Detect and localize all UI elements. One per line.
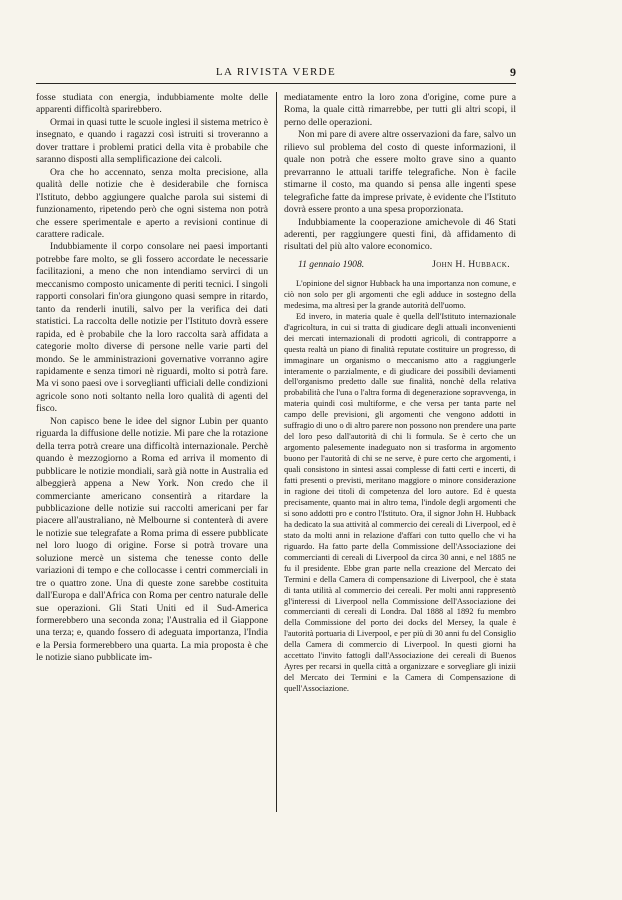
paragraph: Indubbiamente il corpo consolare nei paesi importanti potrebbe fare molto, se gli fossero accordate le necessarie facilitazioni, a meno che non intendiamo servirci di un meccanismo composto unicamente di periti tecnici. I singoli rapporti consolari fin'ora giungono quasi sempre in ritardo, tanto da renderli inutili, salvo per la verifica dei dati statistici. La raccolta delle notizie per l'Istituto dovrà essere rapida, ed è probabile che la loro raccolta sarà affidata a categorie molto diverse di persone nelle varie parti del mondo. Se le amministrazioni governative vorranno agire rapidamente e senza timori nè riguardi, molto si potrà fare. Ma vi sono paesi ove i sorveglianti ufficiali delle condizioni agricole sono noti soltanto nella loro qualità di agenti del fisco. (36, 241, 268, 415)
editorial-note (284, 279, 516, 695)
left-column (36, 92, 268, 665)
page-number: 9 (510, 65, 516, 79)
paragraph: Ora che ho accennato, senza molta precisione, alla qualità delle notizie che è desiderabile che fornisca l'Istituto, debbo aggiungere qualche parola sui sistemi di funzionamento, ripetendo però che ogni sistema non potrà che essere sperimentale e aperto a revisioni continue di carattere radicale. (36, 166, 268, 240)
header-rule (36, 83, 516, 84)
paragraph: Ormai in quasi tutte le scuole inglesi il sistema metrico è insegnato, e quando i ragazzi così istruiti si troveranno a dover trattare i problemi pratici della vita è probabile che saranno disposti alla semplificazione dei calcoli. (36, 116, 268, 166)
paragraph: Indubbiamente la cooperazione amichevole di 46 Stati aderenti, per raggiungere questi fini, dà affidamento di risultati del più alto valore economico. (284, 216, 516, 253)
note-paragraph: Ed invero, in materia quale è quella dell'Istituto internazionale d'agricoltura, in cui si tratta di giudicare degli attuali inconvenienti dei mercati internazionali di prodotti agricoli, di contrapporre a questa realtà un piano di finalità reputate costituire un progresso, di immaginare un organismo o meccanismo atto a raggiungerle interamente o parzialmente, e di giudicare dei possibili deviamenti dell'organismo predetto dalle sue finalità, nonchè della relativa probabilità che l'una o l'altra forma di degenerazione sopravvenga, in materia quindi così multiforme, e che versa per tanta parte nel campo delle previsioni, gli argomenti che vengono addotti in suffragio di uno o di altro parere non possono non prendere una parte del loro peso dall'autorità di chi li formula. Se è certo che un argomento palesemente inadeguato non si trasforma in argomento buono per l'autorità di chi se ne serve, è pure certo che argomenti, i quali consistono in sintesi assai complesse di fatti certi e incerti, di fatti presenti o previsti, meritano maggiore o minore considerazione in ragione dei titoli di competenza del loro autore. Ed è questa precisamente, quanto mai in altro tema, l'indole degli argomenti che si sono addotti pro e contro l'Istituto. Ora, il signor John H. Hubback ha dedicato la sua attività al commercio dei cereali di Liverpool, ed è stato da molti anni in relazione d'affari con tutto quello che vi ha riguardo. Ha fatto parte della Commissione dell'Associazione dei commercianti di cereali di Liverpool da circa 30 anni, e nel 1885 ne fu il presidente. Ebbe gran parte nella creazione del Mercato dei Termini e della Camera di compensazione di Liverpool, che è stata di tanta utilità al commercio dei cereali. Per molti anni rappresentò gl'interessi di Liverpool nella Commissione dell'Associazione dei commercianti di cereali di Londra. Dal 1888 al 1892 fu membro della Commissione del porto dei docks del Mersey, la quale è l'autorità portuaria di Liverpool, e per più di 30 anni fu del Consiglio della Camera di commercio di Liverpool. In questi giorni ha accettato l'invito fattogli dall'Associazione dei cereali di Buenos Ayres per recarsi in quella città a organizzare e sorvegliare gli inizii del Mercato dei Termini e la Camera di Compensazione di quell'Associazione. (284, 311, 516, 694)
signature-line (284, 259, 516, 271)
right-column (284, 92, 516, 695)
author-name: John H. Hubback. (432, 258, 510, 270)
paragraph: Non capisco bene le idee del signor Lubin per quanto riguarda la diffusione delle notizie. Mi pare che la rotazione della terra potrà creare una difficoltà internazionale. Perchè quando è mezzogiorno a Roma ed arriva il momento di pubblicare le notizie mondiali, sarà già notte in Australia ed albeggierà appena a New York. Non credo che il commerciante americano consentirà a ritardare la pubblicazione delle notizie sui raccolti americani per far piacere all'australiano, nè Melbourne si contenterà di avere le notizie sue telegrafate a Roma prima di essere pubblicate nel loro luogo di origine. Forse si potrà trovare una soluzione mercè un sistema che tenesse conto delle variazioni di tempo e che collocasse i centri commerciali in tre o quattro zone. Una di queste zone sarebbe costituita dall'Europa e dall'Africa con Roma per centro naturale delle sue operazioni. Gli Stati Uniti ed il Sud-America formerebbero una seconda zona; l'Australia ed il Giappone una terza; e, quando fossero di adeguata importanza, l'India e la Persia formerebbero una quarta. La mia proposta è che le notizie siano pubblicate im- (36, 415, 268, 664)
column-divider (276, 92, 277, 812)
paragraph: fosse studiata con energia, indubbiamente molte delle apparenti difficoltà sparirebbero. (36, 92, 268, 116)
paragraph: Non mi pare di avere altre osservazioni da fare, salvo un rilievo sul problema del costo di queste informazioni, il quale non potrà che essere molto grave sino a quanto prevarranno le attuali tariffe telegrafiche. Non è facile stimarne il costo, ma quando si pensa alle ingenti spese telegrafiche fatte da imprese private, è evidente che l'Istituto dovrà essere pronto a una spesa proporzionata. (284, 129, 516, 216)
running-header (36, 66, 516, 80)
letter-date: 11 gennaio 1908. (298, 258, 365, 270)
note-paragraph: L'opinione del signor Hubback ha una importanza non comune, e ciò non solo per gli argomenti che egli adduce in sostegno della medesima, ma altresì per la grande autorità dell'uomo. (284, 278, 516, 310)
paragraph: mediatamente entro la loro zona d'origine, come pure a Roma, la quale città rimarrebbe, per tutti gli altri scopi, il perno delle operazioni. (284, 92, 516, 128)
journal-title: LA RIVISTA VERDE (215, 66, 337, 78)
